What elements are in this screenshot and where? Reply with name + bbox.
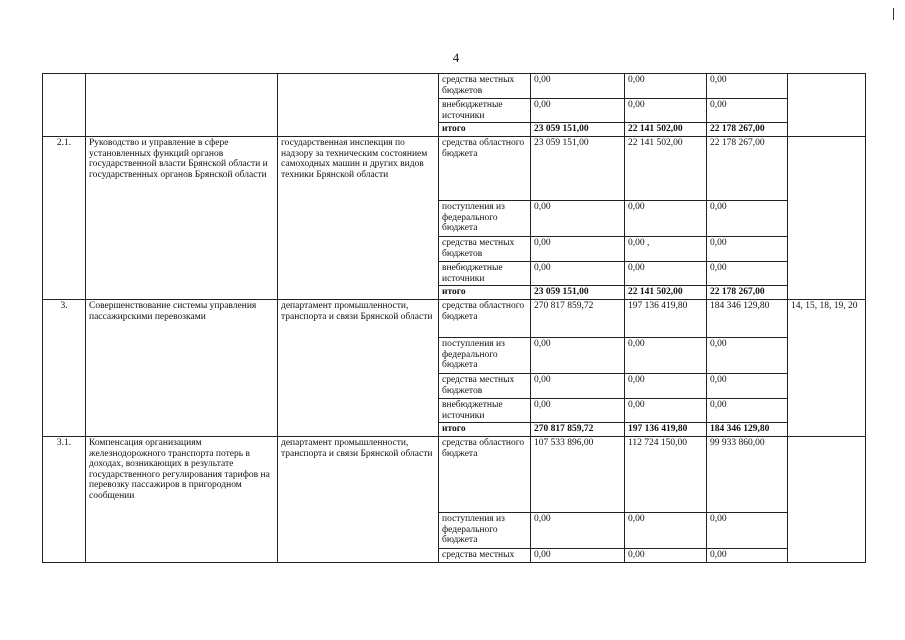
source-cell: внебюджетные источники — [439, 262, 531, 286]
value-cell: 0,00 — [707, 399, 788, 423]
value-cell: 0,00 — [707, 338, 788, 374]
total-label: итого — [439, 423, 531, 437]
value-cell: 0,00 — [531, 549, 625, 563]
total-value: 23 059 151,00 — [531, 123, 625, 137]
total-value: 22 178 267,00 — [707, 286, 788, 300]
value-cell: 0,00 — [707, 201, 788, 237]
num-cell — [43, 74, 86, 137]
value-cell: 270 817 859,72 — [531, 300, 625, 338]
source-cell: поступления из федерального бюджета — [439, 338, 531, 374]
value-cell: 0,00 — [625, 201, 707, 237]
value-cell: 23 059 151,00 — [531, 137, 625, 201]
measure-name: Компенсация организациям железнодорожного транспорта потерь в доходах, возникающих в результате государственного регулирования тарифов на перевозку пассажиров в пригородном сообщении — [86, 437, 278, 563]
indicator-cell — [788, 437, 866, 563]
value-cell: 0,00 , — [625, 237, 707, 262]
value-cell: 0,00 — [625, 399, 707, 423]
table-row — [43, 137, 866, 201]
source-cell: средства областного бюджета — [439, 300, 531, 338]
value-cell: 0,00 — [707, 374, 788, 399]
value-cell: 197 136 419,80 — [625, 300, 707, 338]
value-cell: 22 178 267,00 — [707, 137, 788, 201]
table-row — [43, 437, 866, 513]
indicator-cell — [788, 74, 866, 137]
total-value: 22 141 502,00 — [625, 123, 707, 137]
value-cell: 0,00 — [625, 99, 707, 123]
value-cell: 0,00 — [531, 338, 625, 374]
table-row — [43, 300, 866, 338]
section-number: 3.1. — [43, 437, 86, 563]
source-cell: средства местных — [439, 549, 531, 563]
measure-name: Руководство и управление в сфере установленных функций органов государственной власти Брянской области и государственных органов Брянской области — [86, 137, 278, 300]
total-value: 23 059 151,00 — [531, 286, 625, 300]
budget-table — [42, 73, 866, 563]
value-cell: 0,00 — [707, 237, 788, 262]
value-cell: 0,00 — [531, 237, 625, 262]
source-cell: внебюджетные источники — [439, 99, 531, 123]
total-value: 270 817 859,72 — [531, 423, 625, 437]
value-cell: 0,00 — [531, 201, 625, 237]
measure-name: Совершенствование системы управления пассажирскими перевозками — [86, 300, 278, 437]
value-cell: 22 141 502,00 — [625, 137, 707, 201]
executor: государственная инспекция по надзору за техническим состоянием самоходных машин и других видов техники Брянской области — [278, 137, 439, 300]
source-cell: средства местных бюджетов — [439, 237, 531, 262]
value-cell: 0,00 — [531, 74, 625, 99]
value-cell: 0,00 — [707, 99, 788, 123]
value-cell: 107 533 896,00 — [531, 437, 625, 513]
source-cell: поступления из федерального бюджета — [439, 513, 531, 549]
value-cell: 99 933 860,00 — [707, 437, 788, 513]
section-number: 3. — [43, 300, 86, 437]
value-cell: 0,00 — [625, 338, 707, 374]
source-cell: поступления из федерального бюджета — [439, 201, 531, 237]
value-cell: 0,00 — [531, 399, 625, 423]
source-cell: средства местных бюджетов — [439, 74, 531, 99]
value-cell: 0,00 — [531, 99, 625, 123]
name-cell — [86, 74, 278, 137]
total-value: 22 178 267,00 — [707, 123, 788, 137]
value-cell: 0,00 — [531, 262, 625, 286]
executor: департамент промышленности, транспорта и связи Брянской области — [278, 300, 439, 437]
total-label: итого — [439, 123, 531, 137]
value-cell: 0,00 — [707, 513, 788, 549]
value-cell: 0,00 — [625, 74, 707, 99]
total-value: 197 136 419,80 — [625, 423, 707, 437]
value-cell: 0,00 — [707, 74, 788, 99]
value-cell: 0,00 — [625, 513, 707, 549]
value-cell: 0,00 — [625, 374, 707, 399]
exec-cell — [278, 74, 439, 137]
source-cell: внебюджетные источники — [439, 399, 531, 423]
total-value: 22 141 502,00 — [625, 286, 707, 300]
value-cell: 0,00 — [707, 262, 788, 286]
indicator-cell — [788, 137, 866, 300]
section-number: 2.1. — [43, 137, 86, 300]
value-cell: 0,00 — [707, 549, 788, 563]
indicator-numbers: 14, 15, 18, 19, 20 — [788, 300, 866, 437]
executor: департамент промышленности, транспорта и связи Брянской области — [278, 437, 439, 563]
value-cell: 184 346 129,80 — [707, 300, 788, 338]
margin-mark — [893, 8, 894, 20]
value-cell: 0,00 — [531, 513, 625, 549]
value-cell: 0,00 — [625, 549, 707, 563]
total-value: 184 346 129,80 — [707, 423, 788, 437]
table-row — [43, 74, 866, 99]
value-cell: 0,00 — [531, 374, 625, 399]
source-cell: средства областного бюджета — [439, 437, 531, 513]
page-number: 4 — [452, 50, 460, 65]
value-cell: 0,00 — [625, 262, 707, 286]
source-cell: средства местных бюджетов — [439, 374, 531, 399]
source-cell: средства областного бюджета — [439, 137, 531, 201]
total-label: итого — [439, 286, 531, 300]
value-cell: 112 724 150,00 — [625, 437, 707, 513]
